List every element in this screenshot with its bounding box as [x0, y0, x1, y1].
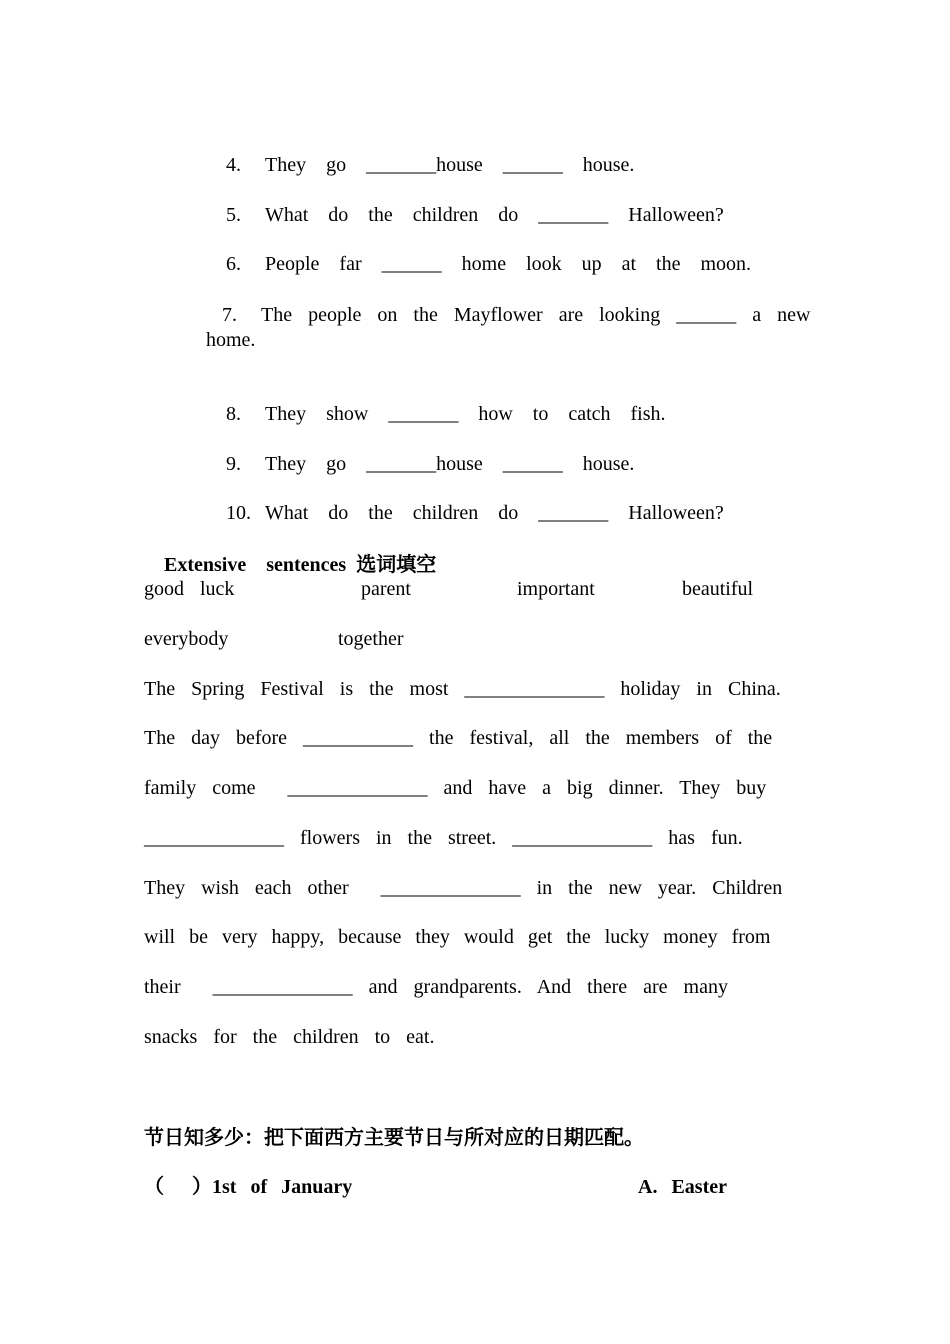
question-text: They go _______house ______ house.	[265, 453, 635, 475]
word-bank-item: beautiful	[682, 578, 754, 600]
question-5	[206, 179, 724, 227]
question-number: 4.	[226, 154, 241, 176]
heading-chinese: 选词填空	[356, 552, 437, 576]
question-number: 7.	[222, 304, 237, 326]
question-number: 8.	[226, 403, 241, 425]
question-9	[206, 428, 634, 476]
question-10	[206, 477, 724, 525]
section-heading-festivals: 节日知多少：把下面西方主要节日与所对应的日期匹配。	[144, 1125, 644, 1149]
passage-line: family come ______________ and have a big dinner. They buy	[144, 777, 767, 799]
passage-line: The Spring Festival is the most ______________ holiday in China.	[144, 678, 781, 700]
question-number: 9.	[226, 453, 241, 475]
question-7	[206, 279, 810, 327]
matching-row-right: A. Easter	[638, 1176, 727, 1198]
question-8	[206, 378, 666, 426]
question-number: 6.	[226, 253, 241, 275]
question-number: 5.	[226, 204, 241, 226]
passage-line: snacks for the children to eat.	[144, 1026, 435, 1048]
passage-line: They wish each other ______________ in the new year. Children	[144, 877, 783, 899]
question-text: People far ______ home look up at the moon.	[265, 253, 752, 275]
word-bank-item: good luck	[144, 578, 235, 600]
passage-line: ______________ flowers in the street. ______________ has fun.	[144, 827, 743, 849]
question-text: What do the children do _______ Halloween?	[265, 204, 724, 226]
heading-english: Extensive sentences	[164, 554, 357, 576]
question-4	[206, 129, 634, 177]
word-bank-item: important	[517, 578, 595, 600]
word-bank-item: together	[338, 628, 404, 650]
question-text: They go _______house ______ house.	[265, 154, 635, 176]
passage-line: The day before ___________ the festival, all the members of the	[144, 727, 773, 749]
question-6	[206, 228, 751, 276]
matching-row-left: （ ）1st of January	[144, 1176, 353, 1198]
question-number: 10.	[226, 502, 251, 524]
question-text: The people on the Mayflower are looking ______ a new	[261, 304, 811, 326]
word-bank-item: parent	[361, 578, 411, 600]
passage-line: their ______________ and grandparents. And there are many	[144, 976, 728, 998]
section-heading-extensive	[144, 528, 436, 577]
question-7-continuation: home.	[206, 329, 256, 351]
word-bank-item: everybody	[144, 628, 229, 650]
question-text: They show _______ how to catch fish.	[265, 403, 666, 425]
passage-line: will be very happy, because they would get the lucky money from	[144, 926, 771, 948]
question-text: What do the children do _______ Halloween?	[265, 502, 724, 524]
